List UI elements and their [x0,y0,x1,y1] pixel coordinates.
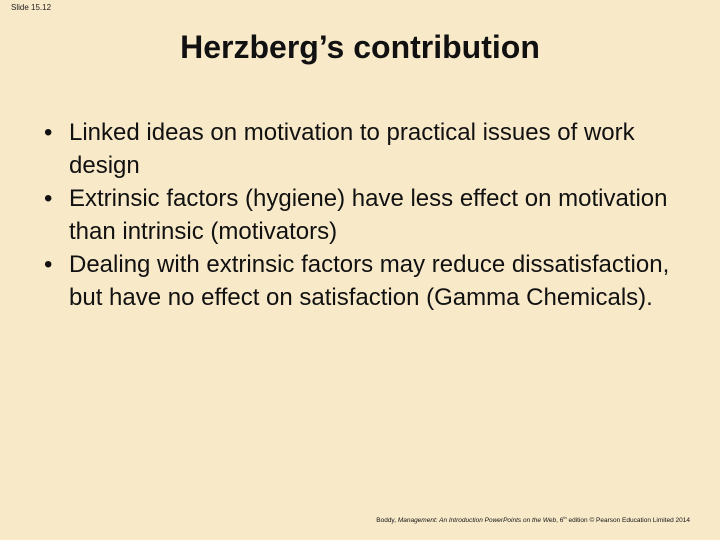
bullet-icon: • [44,185,53,212]
bullet-item [44,116,684,182]
footer-powerpoints: PowerPoints on the Web [482,517,557,524]
bullet-text: Linked ideas on motivation to practical issues of work design [69,119,635,179]
footer-book-title: Management: An Introduction [397,517,483,524]
bullet-list [44,116,684,314]
copyright-footer [376,515,690,524]
footer-edition: , 6 [556,517,564,524]
bullet-item [44,248,684,314]
slide-title: Herzberg’s contribution [180,29,540,65]
bullet-text: Extrinsic factors (hygiene) have less effect on motivation than intrinsic (motivators) [69,185,668,245]
bullet-text: Dealing with extrinsic factors may reduce dissatisfaction, but have no effect on satisfaction (Gamma Chemicals). [69,251,670,311]
bullet-icon: • [44,251,53,278]
bullet-item [44,182,684,248]
footer-author: Boddy, [376,517,398,524]
footer-edition-sup: th [563,514,567,520]
slide-number: Slide 15.12 [11,3,52,12]
footer-publisher: edition © Pearson Education Limited 2014 [566,517,690,524]
bullet-icon: • [44,119,53,146]
